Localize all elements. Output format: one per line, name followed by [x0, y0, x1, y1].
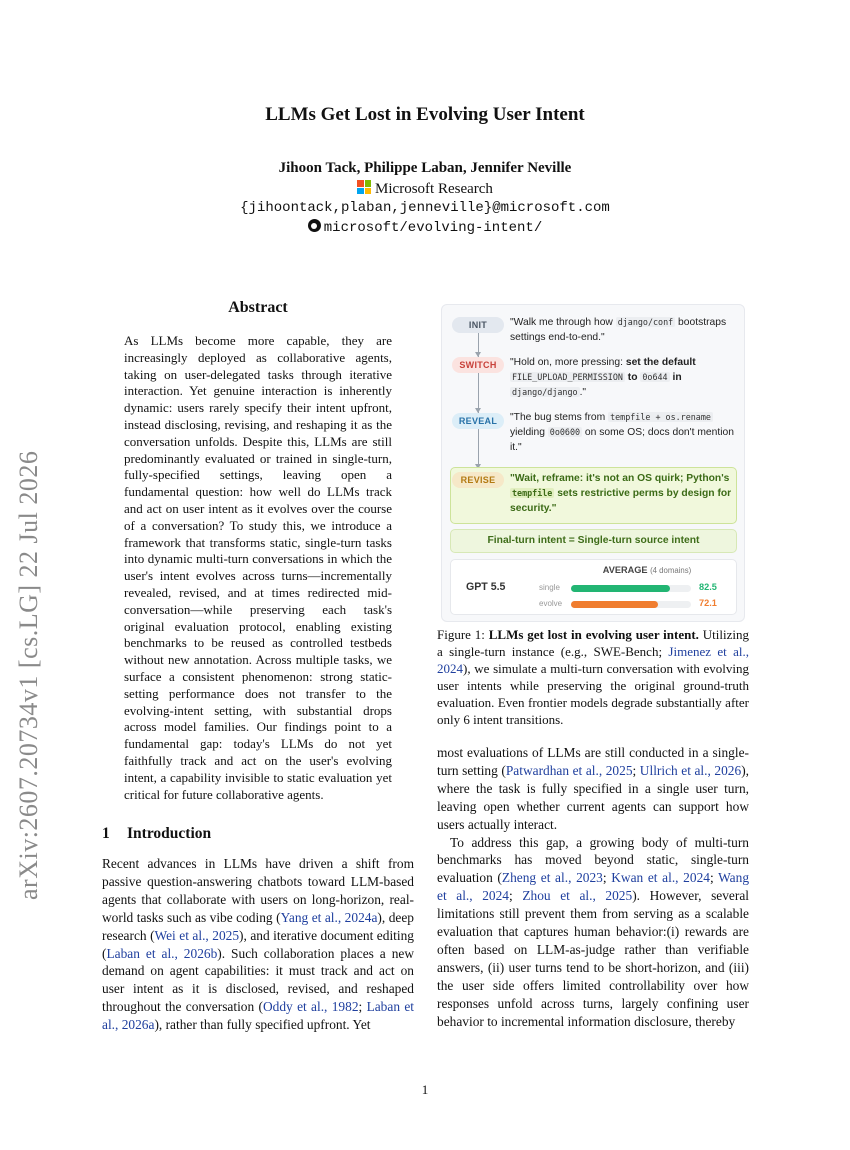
turn-text-reveal: "The bug stems from tempfile + os.rename yielding 0o0600 on some OS; docs don't mention it." — [510, 412, 734, 454]
section-title: Introduction — [127, 825, 212, 842]
bar-label-evolve: evolve — [539, 599, 563, 608]
citation-link[interactable]: Zhou et al., 2025 — [522, 888, 633, 904]
turn-tag-reveal: REVEAL — [452, 413, 504, 429]
arxiv-stamp — [14, 430, 54, 900]
bar-track-single — [571, 585, 691, 592]
turn-tag-revise: REVISE — [452, 472, 504, 488]
paragraph: most evaluations of LLMs are still conducted in a single-turn setting (Patwardhan et al., 2025; Ullrich et al., 2026), where the task is fully specified in a single user turn, leaving open whether current agents can support how users actually interact. — [437, 745, 749, 832]
figure-1-caption: Figure 1: LLMs get lost in evolving user intent. Utilizing a single-turn instance (e.g., SWE-Bench; Jimenez et al., 2024), we simulate a multi-turn conversation with evolving user intents while preserving the original ground-truth evaluation. Even frontier models degrade substantially after only 6 intent transitions. — [437, 627, 749, 727]
paragraph: To address this gap, a growing body of multi-turn benchmarks has moved beyond static, single-turn evaluation (Zheng et al., 2023; Kwan et al., 2024; Wang et al., 2024; Zhou et al., 2025). However, several limitations still prevent them from serving as a scalable evaluation that captures human behavior:(i) rewards are often based on LLM-as-judge rather than verifiable answers, (ii) user turns tend to be short-horizon, and (iii) the user side offers limited controllability over how responses unfold across turns, largely confining user behavior to incremental information disclosure, thereby — [437, 834, 750, 1029]
intro-paragraph: Recent advances in LLMs have driven a shift from passive question-answering chatbots toward LLM-based agents that collaborate with users on long-horizon, real-world tasks such as vibe coding (Yang et al., 2024a), deep research (Wei et al., 2025), and iterative document editing (Laban et al., 2026b). Such collaboration places a new demand on agent capabilities: it must track and act on user intent as it is disclosed, revised, and reshaped throughout the conversation (Oddy et al., 1982; Laban et al., 2026a), rather than fully specified upfront. Yet — [102, 856, 415, 1033]
bar-fill-evolve — [571, 601, 658, 608]
citation-link[interactable]: Laban et al., 2026b — [106, 945, 218, 961]
abstract-text: As LLMs become more capable, they are increasingly deployed as collaborative agents, taking on user-delegated tasks through iterative interaction. Yet genuine interaction is inherently dynamic: users rarely specify their intent upfront, instead disclosing, revising, and reshaping it as the conversation unfolds. Despite this, LLMs are still predominantly evaluated or trained in single-turn, fully-specified settings, leaving open a fundamental question: how well do LLMs track and act on user intent as it evolves over the course of a conversation? To study this, we introduce a framework that transforms static, single-turn tasks into dynamic multi-turn conversations in which the user's intent evolves across turns—incrementally revealed, revised, and at times redirected mid-conversation—while preserving each task's original evaluation protocol, enabling existing benchmarks to be reused as controlled testbeds without new annotation. Across multiple tasks, we surface a consistent phenomenon: strong static-setting performance does not transfer to the evolving-intent setting, with substantial drops across model families. Our findings point to a fundamental gap: today's LLMs do not yet faithfully track and act on the user's evolving intent, a capability invisible to static evaluation yet critical for future collaborative agents. — [124, 333, 392, 802]
page-number: 1 — [421, 1082, 429, 1097]
bar-label-single: single — [539, 583, 560, 592]
citation-link[interactable]: Wei et al., 2025 — [154, 927, 240, 943]
bar-fill-single — [571, 585, 670, 592]
citation-link[interactable]: Patwardhan et al., 2025 — [505, 762, 633, 778]
bar-value-single: 82.5 — [699, 582, 717, 592]
section-heading-introduction — [102, 825, 211, 843]
arxiv-id: arXiv:2607.20734v1 [cs.LG] 22 Jul 2026 — [14, 450, 43, 900]
citation-link[interactable]: Oddy et al., 1982 — [262, 999, 359, 1015]
citation-link[interactable]: Ullrich et al., 2026 — [639, 762, 742, 778]
repo-link[interactable] — [0, 219, 850, 236]
paper-title: LLMs Get Lost in Evolving User Intent — [265, 104, 585, 125]
turn-text-init: "Walk me through how django/conf bootstraps settings end-to-end." — [510, 317, 727, 344]
citation-link[interactable]: Laban et al., 2026a — [102, 999, 415, 1033]
turn-tag-switch: SWITCH — [452, 357, 504, 373]
affiliation-name: Microsoft Research — [375, 181, 493, 197]
section-number: 1 — [102, 825, 110, 842]
microsoft-logo-icon — [357, 180, 371, 194]
author-list: Jihoon Tack, Philippe Laban, Jennifer Neville — [278, 160, 572, 176]
turn-tag-init: INIT — [452, 317, 504, 333]
citation-link[interactable]: Yang et al., 2024a — [280, 909, 378, 925]
right-column-text — [437, 744, 749, 1031]
turn-text-switch: "Hold on, more pressing: set the default FILE_UPLOAD_PERMISSION to 0o644 in django/django ." — [510, 357, 696, 399]
abstract-heading: Abstract — [228, 299, 288, 316]
github-icon — [308, 219, 321, 232]
citation-link[interactable]: Kwan et al., 2024 — [611, 870, 710, 886]
final-intent-banner: Final-turn intent = Single-turn source intent — [450, 529, 737, 553]
bar-value-evolve: 72.1 — [699, 598, 717, 608]
model-name: GPT 5.5 — [466, 581, 506, 593]
citation-link[interactable]: Zheng et al., 2023 — [501, 870, 603, 886]
citation-link[interactable]: Wang et al., 2024 — [437, 870, 750, 904]
turn-text-revise: "Wait, reframe: it's not an OS quirk; Python's tempfile sets restrictive perms by design for security." — [510, 473, 732, 515]
bar-track-evolve — [571, 601, 691, 608]
repo-path[interactable]: microsoft/evolving-intent/ — [323, 220, 543, 236]
figure-1-diagram — [441, 304, 745, 622]
author-emails: {jihoontack,plaban,jenneville}@microsoft.com — [240, 200, 610, 216]
affiliation — [0, 180, 850, 198]
score-panel — [450, 559, 737, 615]
score-heading: AVERAGE (4 domains) — [602, 565, 692, 575]
citation-link[interactable]: Jimenez et al., 2024 — [437, 644, 749, 676]
